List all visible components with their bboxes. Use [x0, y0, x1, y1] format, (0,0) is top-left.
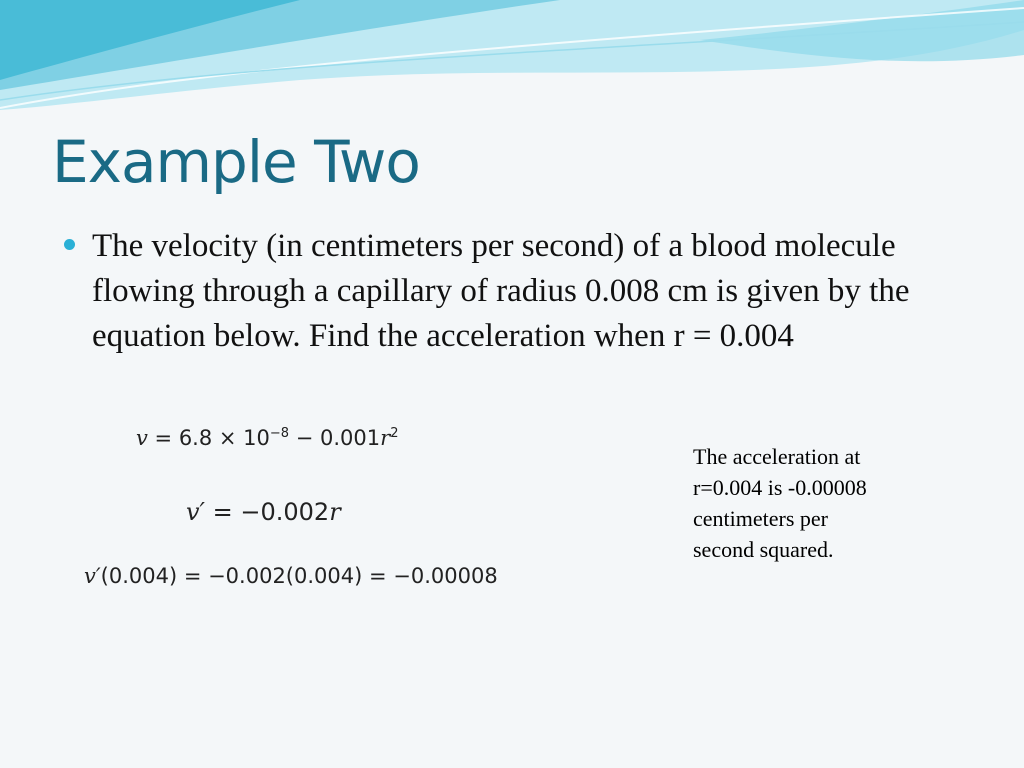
eq1-eq: = 6.8 × 10 — [147, 426, 270, 450]
header-wave-decoration — [0, 0, 1024, 130]
eq3-lhs: v′ — [84, 564, 101, 588]
evaluation-equation — [84, 564, 498, 588]
answer-note: The acceleration at r=0.004 is -0.00008 centimeters per second squared. — [693, 444, 867, 562]
slide-title: Example Two — [52, 128, 420, 196]
eq1-exp1: −8 — [269, 426, 290, 441]
eq1-exp2: 2 — [390, 426, 399, 441]
eq3-text: (0.004) = −0.002(0.004) = −0.00008 — [100, 564, 498, 588]
derivative-equation — [186, 498, 341, 526]
eq1-mid: − 0.001 — [289, 426, 381, 450]
bullet-text: The velocity (in centimeters per second) of a blood molecule flowing through a capillary of radius 0.008 cm is given by the equation below. Find the acceleration when r = 0.004 — [92, 228, 910, 354]
velocity-equation — [136, 426, 398, 450]
eq2-lhs: v′ — [186, 498, 206, 526]
eq1-lhs: v — [136, 426, 148, 450]
eq2-rhs: = −0.002 — [205, 498, 330, 526]
bullet-icon — [64, 239, 75, 250]
eq1-var: r — [380, 426, 391, 450]
eq2-var: r — [329, 498, 341, 526]
